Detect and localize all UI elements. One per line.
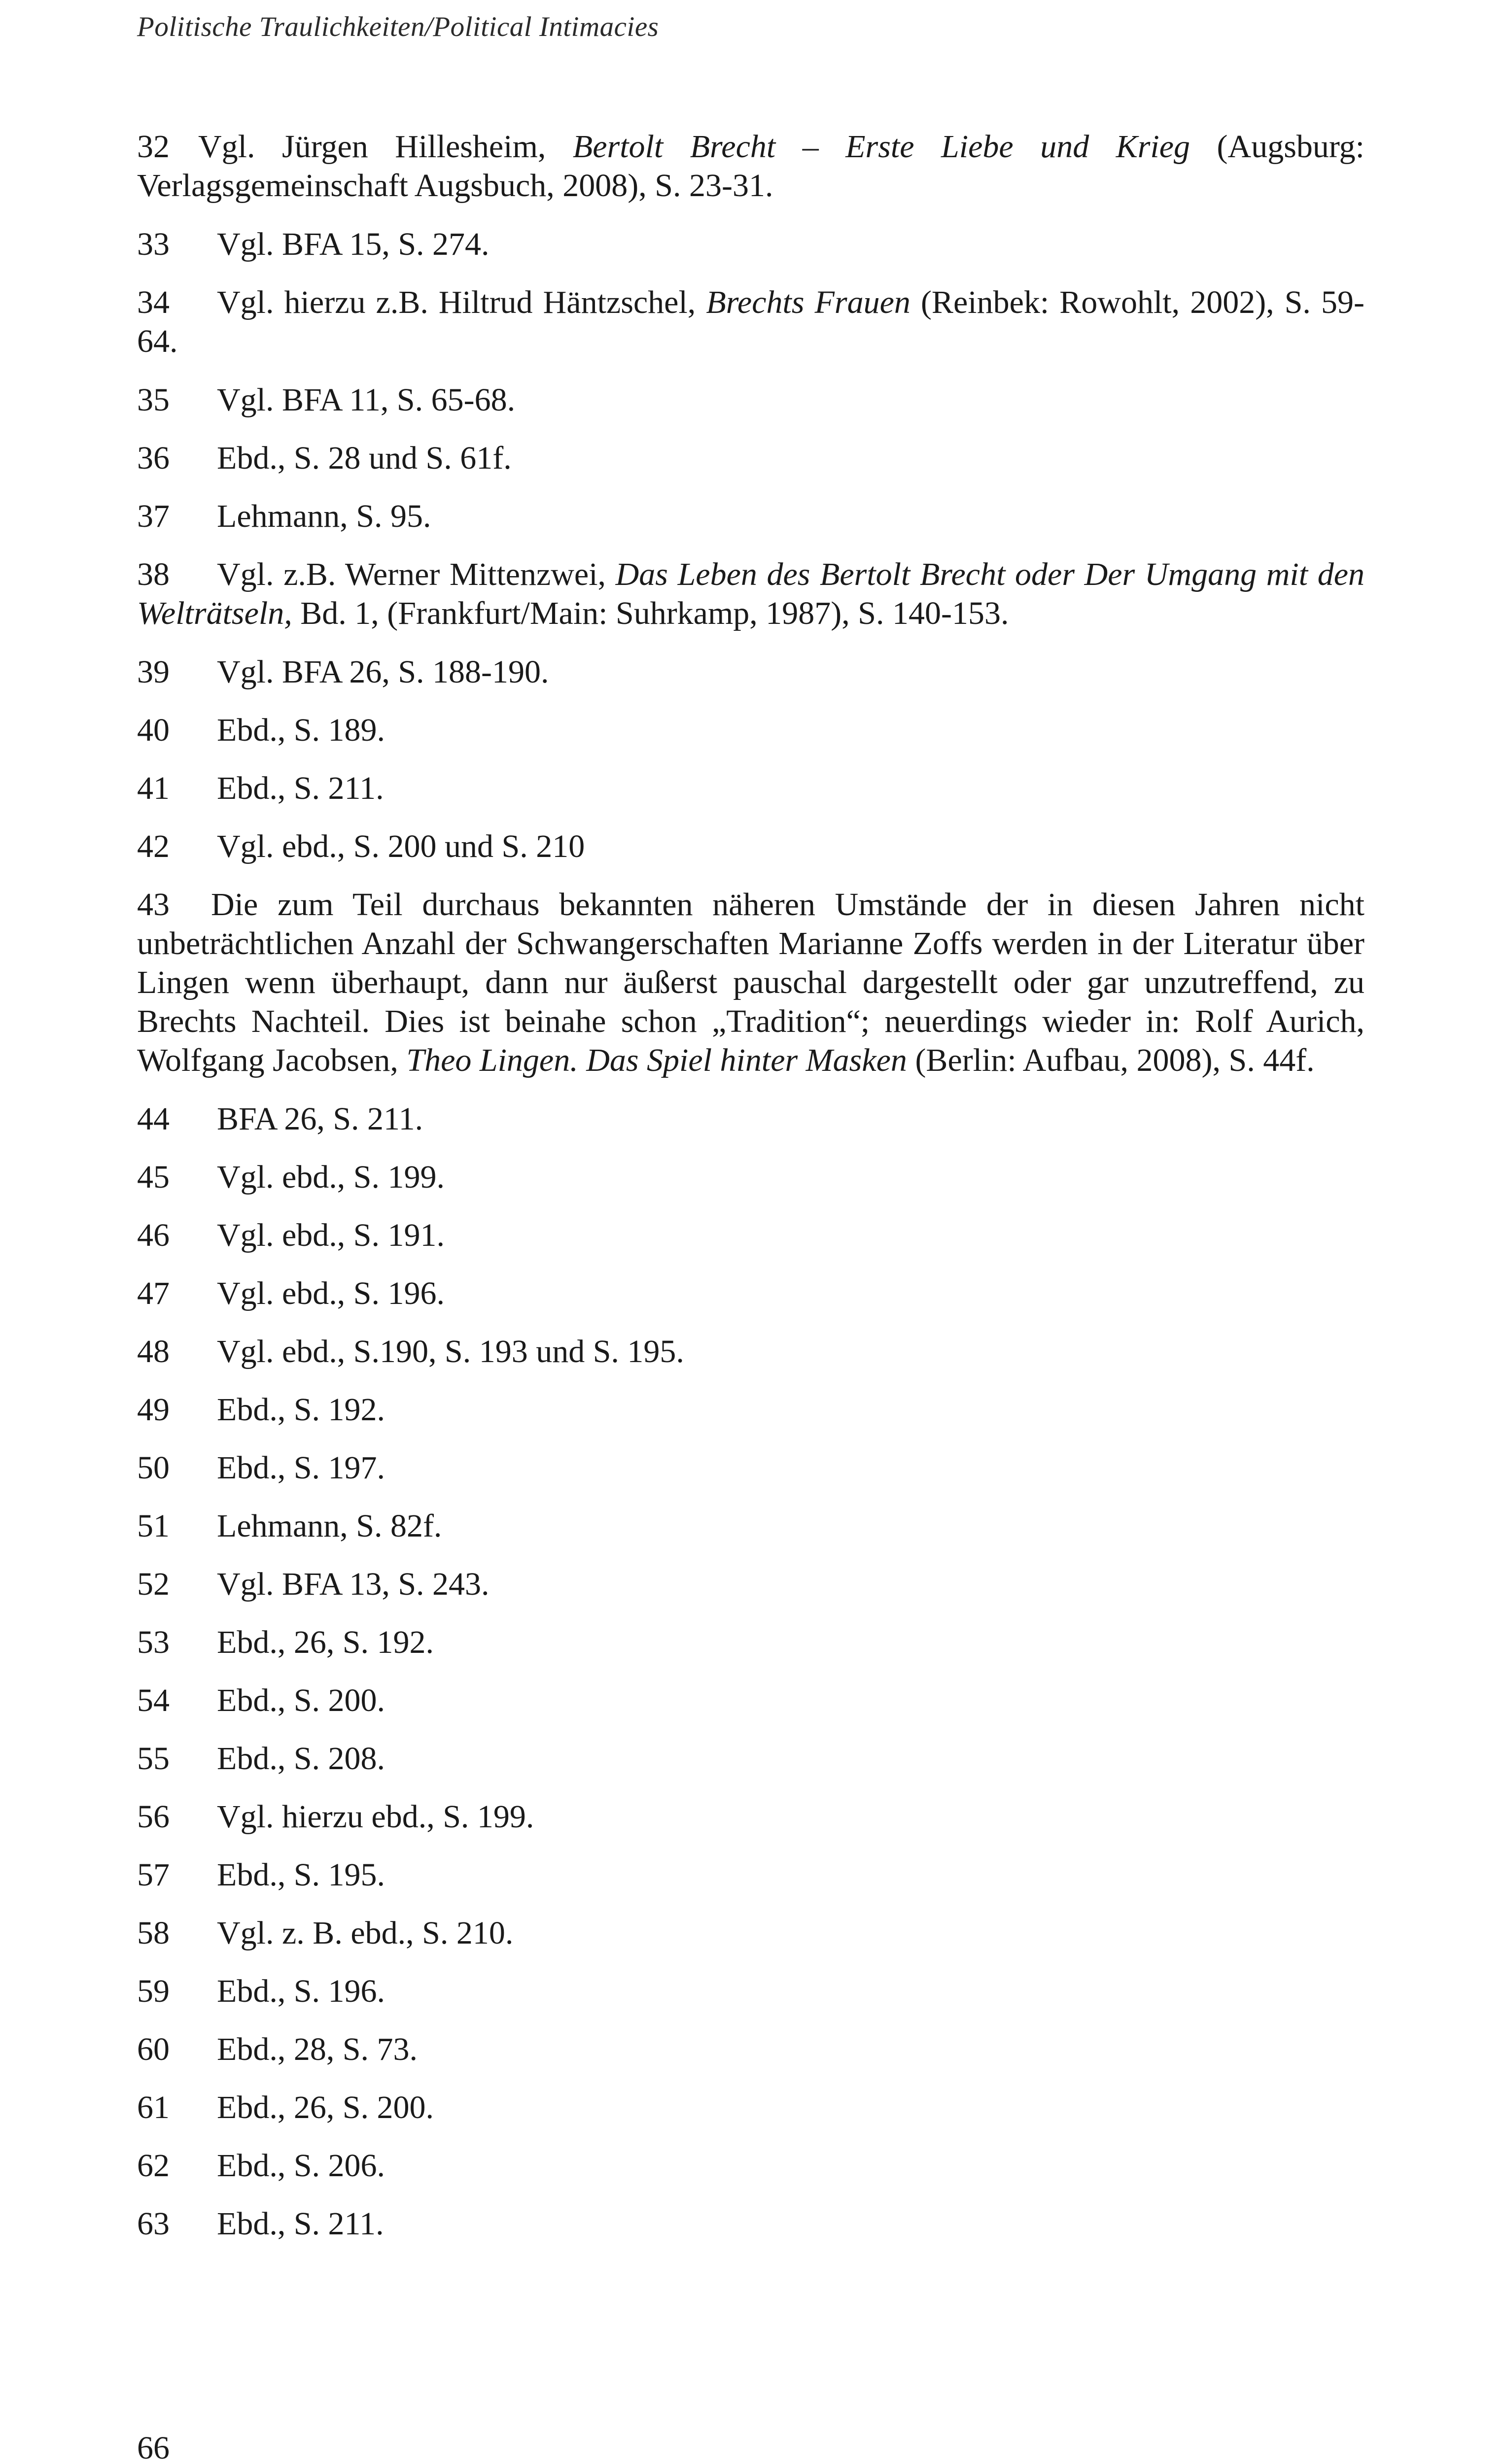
endnote-title: Das Leben des Bertolt Brecht oder Der Umgang mit den Welträtseln, xyxy=(137,556,1364,631)
endnote xyxy=(137,555,1364,633)
endnote xyxy=(137,1623,1364,1662)
endnote-number: 39 xyxy=(137,654,170,690)
endnote xyxy=(137,283,1364,361)
endnote-text: Vgl. BFA 15, S. 274. xyxy=(217,226,490,262)
endnote xyxy=(137,769,1364,808)
endnote-number: 55 xyxy=(137,1741,170,1777)
endnote xyxy=(137,1797,1364,1836)
endnote-text: Ebd., S. 197. xyxy=(217,1450,385,1486)
endnote xyxy=(137,380,1364,419)
endnote xyxy=(137,225,1364,264)
endnote-text-tail: (Berlin: Aufbau, 2008), S. 44f. xyxy=(907,1042,1315,1078)
endnote-number: 36 xyxy=(137,440,170,476)
endnote-title: Brechts Frauen xyxy=(706,284,910,320)
endnote-number: 53 xyxy=(137,1624,170,1660)
endnote-number: 42 xyxy=(137,828,170,864)
endnote-number: 37 xyxy=(137,498,170,534)
endnote-number: 41 xyxy=(137,770,170,806)
endnote-number: 59 xyxy=(137,1973,170,2009)
endnote-number: 51 xyxy=(137,1508,170,1544)
endnote-number: 43 xyxy=(137,887,170,923)
endnote xyxy=(137,1565,1364,1604)
endnote-number: 61 xyxy=(137,2089,170,2125)
endnote xyxy=(137,1158,1364,1197)
endnote xyxy=(137,652,1364,691)
endnote-text: Ebd., S. 211. xyxy=(217,2206,384,2242)
endnote-text: BFA 26, S. 211. xyxy=(217,1101,423,1137)
endnote-text: Vgl. z. B. ebd., S. 210. xyxy=(217,1915,514,1951)
endnotes-list xyxy=(137,127,1364,2262)
endnote-number: 56 xyxy=(137,1799,170,1835)
endnote-text: Vgl. ebd., S. 199. xyxy=(217,1159,445,1195)
endnote-text: Lehmann, S. 95. xyxy=(217,498,431,534)
endnote-text: Ebd., S. 206. xyxy=(217,2148,385,2184)
endnote xyxy=(137,2204,1364,2243)
endnote-number: 33 xyxy=(137,226,170,262)
endnote-number: 38 xyxy=(137,556,170,592)
endnote xyxy=(137,497,1364,536)
endnote-number: 40 xyxy=(137,712,170,748)
endnote-number: 48 xyxy=(137,1334,170,1369)
endnote xyxy=(137,1099,1364,1138)
endnote-number: 62 xyxy=(137,2148,170,2184)
endnote xyxy=(137,1506,1364,1545)
endnote-text: Ebd., 28, S. 73. xyxy=(217,2031,418,2067)
endnote-text: Vgl. BFA 13, S. 243. xyxy=(217,1566,490,1602)
endnote-text: Ebd., 26, S. 200. xyxy=(217,2089,434,2125)
endnote xyxy=(137,1855,1364,1894)
endnote xyxy=(137,1914,1364,1952)
endnote-text: Ebd., S. 211. xyxy=(217,770,384,806)
endnote-number: 44 xyxy=(137,1101,170,1137)
endnote-text: Ebd., S. 208. xyxy=(217,1741,385,1777)
endnote-number: 52 xyxy=(137,1566,170,1602)
endnote-text: Ebd., S. 28 und S. 61f. xyxy=(217,440,512,476)
endnote xyxy=(137,1390,1364,1429)
endnote-number: 60 xyxy=(137,2031,170,2067)
endnote-text: Vgl. BFA 11, S. 65-68. xyxy=(217,382,516,418)
endnote xyxy=(137,1332,1364,1371)
endnote-text: Ebd., S. 195. xyxy=(217,1857,385,1893)
endnote-number: 35 xyxy=(137,382,170,418)
endnote-number: 58 xyxy=(137,1915,170,1951)
endnote-text: Lehmann, S. 82f. xyxy=(217,1508,442,1544)
endnote xyxy=(137,1739,1364,1778)
endnote-number: 54 xyxy=(137,1682,170,1718)
endnote xyxy=(137,1216,1364,1255)
endnote-text: Vgl. hierzu z.B. Hiltrud Häntzschel, xyxy=(217,284,706,320)
endnote xyxy=(137,1448,1364,1487)
endnote-text: Vgl. ebd., S.190, S. 193 und S. 195. xyxy=(217,1334,684,1369)
endnote-text: Ebd., S. 192. xyxy=(217,1392,385,1428)
endnote xyxy=(137,1972,1364,2011)
endnote-text: Vgl. BFA 26, S. 188-190. xyxy=(217,654,549,690)
endnote-number: 49 xyxy=(137,1392,170,1428)
endnote-number: 32 xyxy=(137,129,170,165)
endnote-text: Vgl. ebd., S. 191. xyxy=(217,1217,445,1253)
endnote-number: 50 xyxy=(137,1450,170,1486)
endnote xyxy=(137,1274,1364,1313)
endnote-number: 63 xyxy=(137,2206,170,2242)
endnote-text: Vgl. ebd., S. 196. xyxy=(217,1275,445,1311)
endnote-number: 34 xyxy=(137,284,170,320)
endnote-text-tail: (Reinbek: Rowohlt, 2002), S. 59-64. xyxy=(137,284,1364,359)
endnote xyxy=(137,2088,1364,2127)
endnote-text: Vgl. z.B. Werner Mittenzwei, xyxy=(217,556,616,592)
endnote-text: Ebd., S. 200. xyxy=(217,1682,385,1718)
endnote-number: 47 xyxy=(137,1275,170,1311)
endnote-text: Vgl. ebd., S. 200 und S. 210 xyxy=(217,828,585,864)
endnote xyxy=(137,885,1364,1080)
endnote-number: 46 xyxy=(137,1217,170,1253)
endnote-text-tail: Bd. 1, (Frankfurt/Main: Suhrkamp, 1987), S. 140-153. xyxy=(292,595,1009,631)
endnote xyxy=(137,827,1364,866)
endnote-title: Bertolt Brecht – Erste Liebe und Krieg xyxy=(572,129,1190,165)
endnote xyxy=(137,2146,1364,2185)
endnote-text: Ebd., S. 196. xyxy=(217,1973,385,2009)
endnote-number: 45 xyxy=(137,1159,170,1195)
endnote-text-tail: (Augsburg: Verlagsgemeinschaft Augsbuch, 2008), S. 23-31. xyxy=(137,129,1365,204)
endnote xyxy=(137,1681,1364,1720)
page-number: 66 xyxy=(137,2430,170,2464)
endnote xyxy=(137,2030,1364,2069)
endnote-text: Ebd., S. 189. xyxy=(217,712,385,748)
endnote-text: Ebd., 26, S. 192. xyxy=(217,1624,434,1660)
endnote-text: Vgl. hierzu ebd., S. 199. xyxy=(217,1799,534,1835)
endnote xyxy=(137,439,1364,478)
endnote xyxy=(137,711,1364,750)
endnote-number: 57 xyxy=(137,1857,170,1893)
endnote-title: Theo Lingen. Das Spiel hinter Masken xyxy=(406,1042,907,1078)
endnote-text: Die zum Teil durchaus bekannten näheren Umstände der in diesen Jahren nicht unbeträchtlichen Anzahl der Schwangerschaften Marianne Zoffs werden in der Literatur über Lingen wenn überhaupt, dann nur äußerst pauschal dargestellt oder gar unzutreffend, zu Brechts Nachteil. Dies ist beinahe schon „Tradition“; neuerdings wieder in: Rolf Aurich, Wolfgang Jacobsen, xyxy=(137,887,1364,1078)
running-header: Politische Traulichkeiten/Political Intimacies xyxy=(137,11,659,42)
endnote xyxy=(137,127,1364,205)
endnote-text: Vgl. Jürgen Hillesheim, xyxy=(198,129,573,165)
